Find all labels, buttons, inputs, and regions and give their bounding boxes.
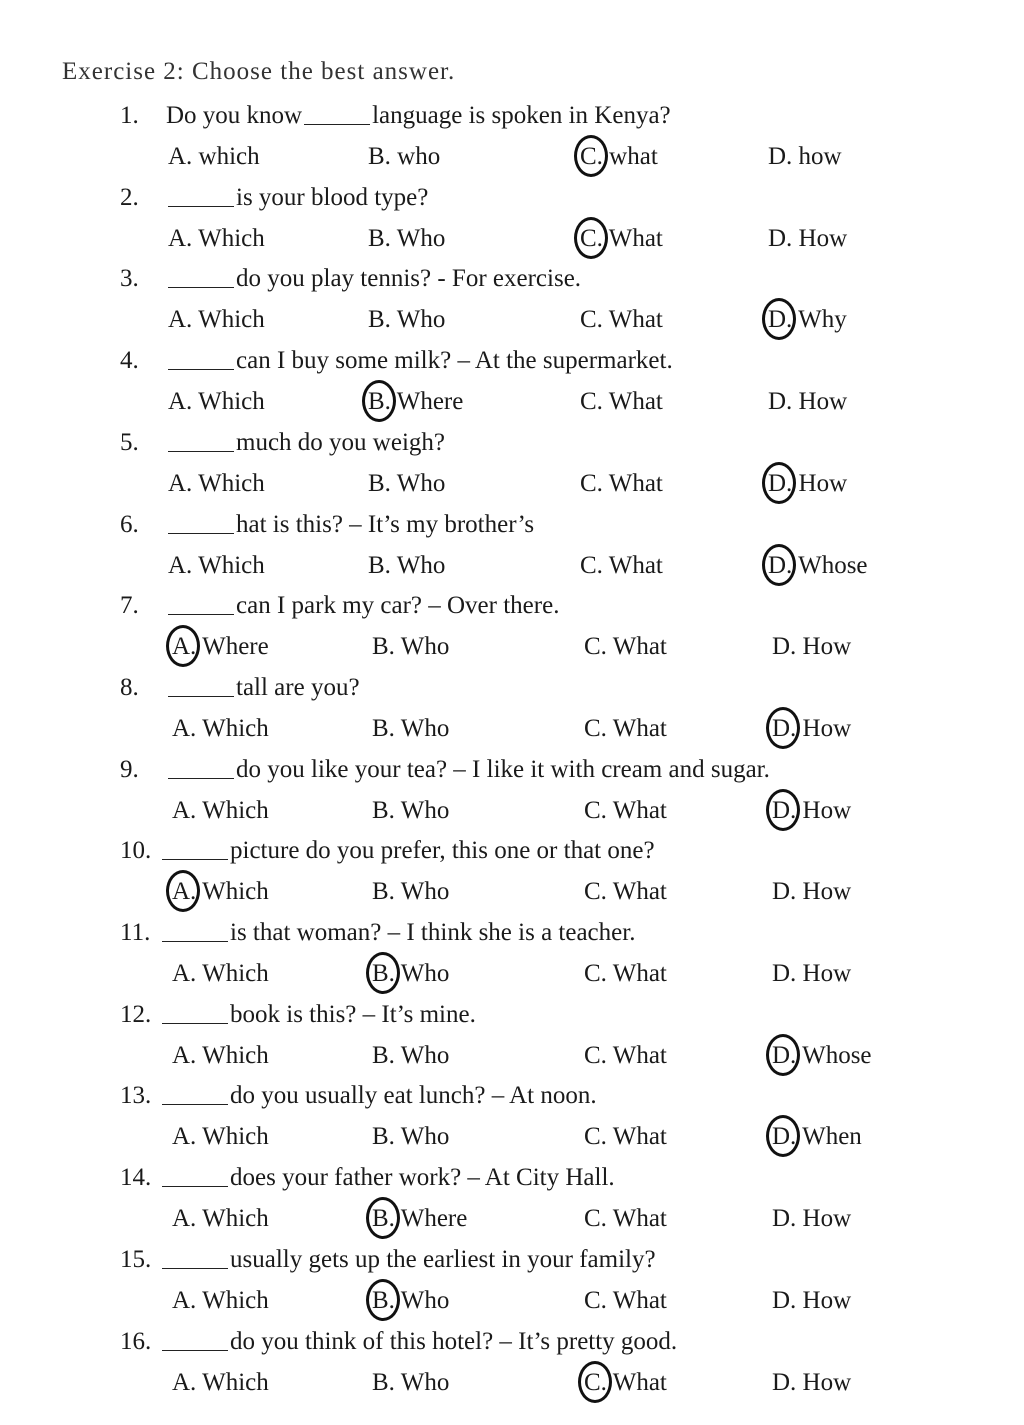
answer-option[interactable]	[168, 388, 265, 416]
question-sentence: usually gets up the earliest in your family?	[230, 1245, 656, 1273]
question-text	[120, 184, 428, 212]
answer-option[interactable]	[772, 715, 851, 743]
question-number: 7.	[120, 592, 139, 620]
option-text: C. What	[580, 551, 663, 579]
answer-option[interactable]	[772, 633, 851, 661]
option-text: A. Which	[172, 796, 269, 824]
question-number: 4.	[120, 347, 139, 375]
option-text: B. Who	[368, 306, 446, 334]
option-text: C. What	[580, 469, 663, 497]
option-text: A. Which	[168, 551, 265, 579]
answer-option[interactable]	[368, 225, 445, 253]
question-text	[120, 1082, 597, 1110]
option-text: D. Whose	[768, 551, 868, 579]
option-text: A. Which	[168, 306, 265, 334]
question-number: 10.	[120, 837, 152, 865]
question-item	[0, 102, 1024, 184]
question-number: 15.	[120, 1245, 152, 1273]
answer-option[interactable]	[580, 552, 663, 580]
option-text: A. Which	[172, 960, 269, 987]
option-text: B. Who	[368, 224, 446, 252]
option-text: C. What	[584, 1041, 667, 1069]
answer-blank[interactable]	[162, 839, 228, 860]
answer-blank[interactable]	[304, 104, 370, 125]
answer-option[interactable]	[580, 388, 663, 416]
answer-option[interactable]	[372, 715, 449, 743]
question-item	[0, 919, 1024, 1001]
question-sentence: does your father work? – At City Hall.	[230, 1164, 615, 1192]
question-number: 5.	[120, 428, 139, 456]
option-text: B. Where	[368, 388, 464, 416]
option-text: D. When	[772, 1123, 862, 1151]
option-text: B. Who	[372, 633, 450, 661]
exercise-title: Exercise 2: Choose the best answer.	[62, 58, 456, 85]
option-text: D. Whose	[772, 1041, 872, 1069]
answer-option[interactable]	[772, 1042, 872, 1070]
answer-option[interactable]	[580, 143, 658, 171]
answer-option[interactable]	[584, 797, 667, 825]
answer-option[interactable]	[584, 1123, 667, 1151]
answer-option[interactable]	[584, 715, 667, 743]
question-number: 9.	[120, 755, 139, 783]
option-text: D. How	[772, 796, 852, 824]
answer-option[interactable]	[580, 470, 663, 498]
answer-option[interactable]	[372, 960, 449, 988]
question-sentence: do you think of this hotel? – It’s pretty good.	[230, 1327, 678, 1355]
question-number: 8.	[120, 673, 139, 701]
question-number: 6.	[120, 510, 139, 538]
answer-option[interactable]	[584, 878, 667, 906]
question-item	[0, 511, 1024, 593]
option-text: D. How	[772, 1205, 852, 1233]
question-item	[0, 184, 1024, 266]
question-sentence: can I park my car? – Over there.	[236, 592, 560, 620]
question-text	[120, 1246, 656, 1274]
option-text: A. Which	[172, 1205, 269, 1233]
option-text: D. How	[772, 633, 852, 661]
answer-option[interactable]	[768, 388, 847, 416]
question-item	[0, 1328, 1024, 1410]
answer-option[interactable]	[772, 1287, 851, 1315]
answer-option[interactable]	[584, 1042, 667, 1070]
option-text: B. Who	[372, 1123, 450, 1151]
question-text	[120, 919, 635, 947]
option-text: B. Who	[372, 714, 450, 742]
answer-option[interactable]	[172, 960, 269, 988]
question-text	[120, 837, 655, 865]
question-sentence: much do you weigh?	[236, 428, 445, 456]
question-text	[120, 592, 559, 620]
answer-option[interactable]	[172, 715, 269, 743]
answer-option[interactable]	[172, 797, 269, 825]
question-text	[120, 511, 534, 539]
question-sentence: picture do you prefer, this one or that one?	[230, 837, 655, 865]
option-text: A. Which	[168, 469, 265, 497]
answer-option[interactable]	[168, 470, 265, 498]
answer-option[interactable]	[172, 1369, 269, 1397]
answer-blank[interactable]	[162, 1248, 228, 1269]
option-text: D. How	[768, 469, 848, 497]
answer-option[interactable]	[772, 797, 851, 825]
question-sentence: is your blood type?	[236, 183, 429, 211]
answer-option[interactable]	[584, 633, 667, 661]
question-text	[120, 1001, 476, 1029]
question-number: 1.	[120, 102, 139, 129]
answer-option[interactable]	[772, 878, 851, 906]
option-text: D. How	[772, 714, 852, 742]
question-number: 2.	[120, 183, 139, 211]
question-item	[0, 429, 1024, 511]
answer-blank[interactable]	[168, 594, 234, 615]
question-number: 3.	[120, 265, 139, 293]
option-text: A. Which	[172, 878, 269, 906]
option-text: C. What	[580, 224, 663, 252]
question-sentence: book is this? – It’s mine.	[230, 1000, 476, 1028]
answer-option[interactable]	[372, 1369, 449, 1397]
answer-blank[interactable]	[162, 1166, 228, 1187]
question-item	[0, 837, 1024, 919]
answer-option[interactable]	[168, 143, 260, 171]
answer-option[interactable]	[372, 878, 449, 906]
question-text	[120, 1164, 615, 1192]
answer-option[interactable]	[168, 225, 265, 253]
answer-blank[interactable]	[162, 1330, 228, 1351]
answer-blank[interactable]	[168, 186, 234, 207]
answer-option[interactable]	[372, 797, 449, 825]
answer-option[interactable]	[172, 1287, 269, 1315]
question-number: 16.	[120, 1327, 152, 1355]
question-number: 13.	[120, 1082, 152, 1110]
question-text	[120, 674, 360, 702]
option-text: A. Where	[172, 633, 269, 661]
question-sentence: tall are you?	[236, 673, 360, 701]
answer-blank[interactable]	[162, 921, 228, 942]
question-sentence: language is spoken in Kenya?	[372, 102, 671, 129]
answer-blank[interactable]	[168, 431, 234, 452]
answer-option[interactable]	[772, 1123, 862, 1151]
option-text: B. Who	[372, 1368, 450, 1396]
question-item	[0, 756, 1024, 838]
answer-option[interactable]	[368, 470, 445, 498]
option-text: D. How	[772, 960, 852, 987]
answer-option[interactable]	[768, 470, 847, 498]
answer-blank[interactable]	[168, 676, 234, 697]
answer-option[interactable]	[584, 1205, 667, 1233]
answer-option[interactable]	[580, 306, 663, 334]
question-sentence: do you like your tea? – I like it with cream and sugar.	[236, 755, 770, 783]
answer-option[interactable]	[584, 1369, 667, 1397]
answer-option[interactable]	[372, 1287, 449, 1315]
answer-option[interactable]	[584, 960, 667, 988]
question-item	[0, 1246, 1024, 1328]
answer-option[interactable]	[172, 878, 269, 906]
question-sentence: do you play tennis? - For exercise.	[236, 265, 582, 293]
question-number: 12.	[120, 1000, 152, 1028]
option-text: B. Who	[372, 1041, 450, 1069]
option-text: A. Which	[172, 1123, 269, 1151]
answer-option[interactable]	[172, 1123, 269, 1151]
question-sentence: can I buy some milk? – At the supermarket.	[236, 347, 673, 375]
option-text: D. How	[768, 388, 848, 416]
question-item	[0, 1164, 1024, 1246]
question-item	[0, 347, 1024, 429]
answer-option[interactable]	[172, 1205, 269, 1233]
option-text: B. who	[368, 143, 441, 170]
option-text: C. What	[584, 796, 667, 824]
answer-blank[interactable]	[168, 349, 234, 370]
answer-option[interactable]	[372, 1123, 449, 1151]
question-item	[0, 265, 1024, 347]
answer-option[interactable]	[168, 306, 265, 334]
option-text: B. Who	[372, 1286, 450, 1314]
answer-blank[interactable]	[168, 267, 234, 288]
question-text	[120, 102, 671, 130]
option-text: C. What	[580, 306, 663, 334]
option-text: C. What	[584, 633, 667, 661]
option-text: C. What	[580, 388, 663, 416]
question-number: 11.	[120, 919, 151, 946]
option-text: B. Who	[372, 960, 450, 987]
option-text: C. What	[584, 960, 667, 987]
answer-blank[interactable]	[162, 1003, 228, 1024]
answer-option[interactable]	[768, 552, 868, 580]
answer-option[interactable]	[772, 960, 851, 988]
answer-option[interactable]	[372, 1042, 449, 1070]
option-text: A. Which	[172, 1041, 269, 1069]
option-text: C. What	[584, 1286, 667, 1314]
question-sentence: is that woman? – I think she is a teacher.	[230, 919, 636, 946]
option-text: C. What	[584, 1205, 667, 1233]
option-text: D. How	[772, 878, 852, 906]
answer-blank[interactable]	[162, 1084, 228, 1105]
question-text	[120, 265, 581, 293]
option-text: B. Who	[368, 469, 446, 497]
option-text: A. which	[168, 143, 260, 170]
option-text: A. Which	[168, 224, 265, 252]
answer-option[interactable]	[768, 225, 847, 253]
answer-option[interactable]	[768, 306, 847, 334]
answer-option[interactable]	[584, 1287, 667, 1315]
option-text: B. Who	[372, 796, 450, 824]
question-text	[120, 429, 445, 457]
option-text: D. how	[768, 143, 842, 170]
answer-blank[interactable]	[168, 758, 234, 779]
option-text: A. Which	[172, 1368, 269, 1396]
answer-blank[interactable]	[168, 513, 234, 534]
option-text: A. Which	[172, 1286, 269, 1314]
option-text: C. What	[584, 1123, 667, 1151]
answer-option[interactable]	[368, 552, 445, 580]
option-text: A. Which	[172, 714, 269, 742]
question-sentence: do you usually eat lunch? – At noon.	[230, 1082, 597, 1110]
answer-option[interactable]	[580, 225, 663, 253]
question-sentence: hat is this? – It’s my brother’s	[236, 510, 535, 538]
answer-option[interactable]	[768, 143, 842, 171]
question-item	[0, 1001, 1024, 1083]
answer-option[interactable]	[368, 306, 445, 334]
answer-option[interactable]	[168, 552, 265, 580]
option-text: D. How	[768, 224, 848, 252]
answer-option[interactable]	[172, 1042, 269, 1070]
option-text: A. Which	[168, 388, 265, 416]
question-item	[0, 674, 1024, 756]
answer-option[interactable]	[372, 633, 449, 661]
question-item	[0, 1082, 1024, 1164]
question-prefix: Do you know	[166, 102, 303, 129]
option-text: C. What	[584, 878, 667, 906]
answer-option[interactable]	[368, 143, 440, 171]
option-text: B. Where	[372, 1205, 468, 1233]
question-item	[0, 592, 1024, 674]
answer-option[interactable]	[772, 1205, 851, 1233]
question-text	[120, 1328, 677, 1356]
option-text: C. What	[584, 714, 667, 742]
option-text: B. Who	[372, 878, 450, 906]
option-text: D. Why	[768, 306, 847, 334]
option-text: C. What	[584, 1368, 667, 1396]
answer-option[interactable]	[772, 1369, 851, 1397]
question-text	[120, 756, 770, 784]
option-text: B. Who	[368, 551, 446, 579]
question-text	[120, 347, 673, 375]
question-number: 14.	[120, 1164, 152, 1192]
option-text: D. How	[772, 1286, 852, 1314]
option-text: C. what	[580, 143, 658, 170]
answer-option[interactable]	[368, 388, 463, 416]
option-text: D. How	[772, 1368, 852, 1396]
answer-option[interactable]	[172, 633, 269, 661]
answer-option[interactable]	[372, 1205, 467, 1233]
